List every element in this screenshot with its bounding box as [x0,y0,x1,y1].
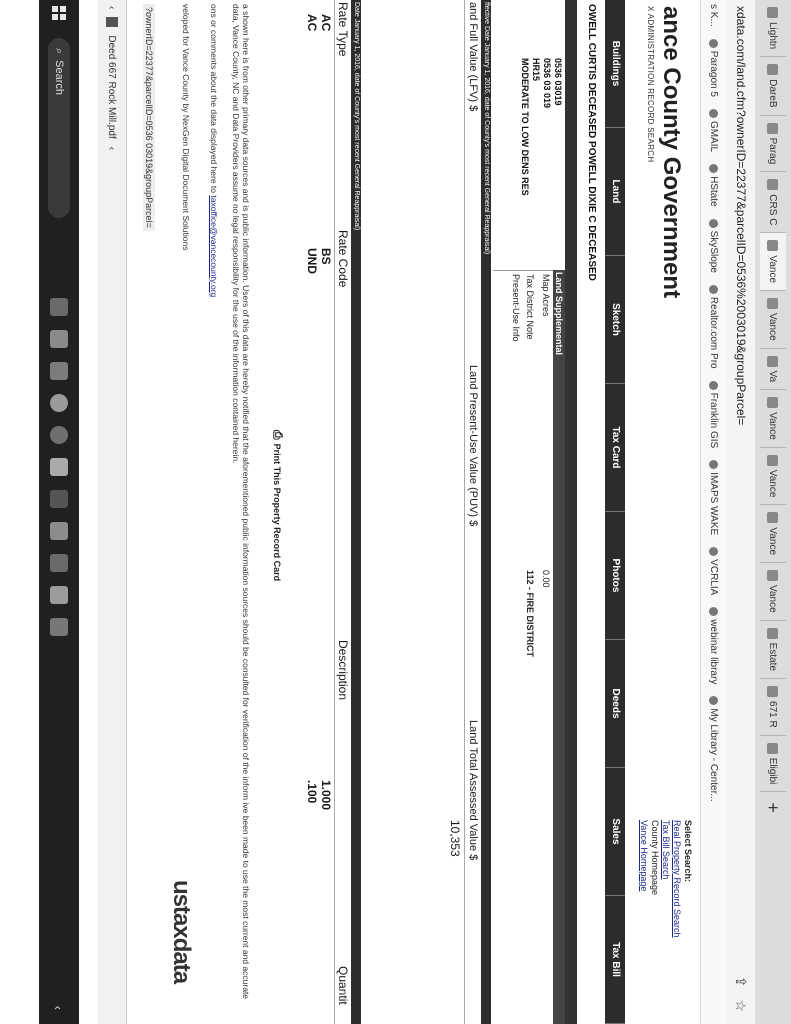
browser-tab[interactable] [760,736,786,793]
bookmarks-overflow[interactable]: s K... [708,4,720,27]
browser-tab[interactable] [760,679,786,736]
tab-favicon-icon [768,455,779,466]
print-link-label: Print This Property Record Card [272,443,283,582]
browser-tab[interactable] [760,563,786,621]
browser-tab-label: Vance [767,412,779,440]
bookmark-label: Realtor.com Pro [708,296,720,369]
browser-tab-label: Vance [767,255,779,284]
bookmark-favicon-icon [710,164,719,173]
share-icon[interactable]: ⇪ [733,975,750,988]
browser-tab-strip [754,0,791,1024]
land-supplemental-grid [493,270,553,1024]
mail-icon[interactable] [50,330,68,348]
store-icon[interactable] [50,362,68,380]
total-assessed-header: Land Total Assessed Value $ [467,720,479,861]
rate-table-header [334,0,351,1024]
developed-by-text: veloped for Vance County by NexGen Digital Document Solutions [181,4,191,251]
browser-tab[interactable] [760,172,786,233]
tab-favicon-icon [768,512,779,523]
quantity-cell: 1.000 [319,780,333,811]
tab-favicon-icon [768,240,779,251]
map-acres-label: Map Acres [541,274,551,317]
browser-tab[interactable] [760,621,786,679]
real-property-search-link[interactable]: Real Property Record Search [672,820,682,938]
edge-icon[interactable] [50,426,68,444]
quantity-cell: .100 [305,780,319,804]
browser-tab-label: CRS C [767,194,779,226]
browser-tab[interactable] [760,390,786,448]
browser-tab[interactable] [760,291,786,349]
browser-tab-label: Vance [767,469,779,498]
bookmark-label: My Library - Center... [708,708,720,802]
land-supplemental-heading: Land Supplemental [553,270,565,1024]
map-acres-value: 0.00 [541,570,551,588]
record-nav-bar [605,0,625,1024]
bookmark-favicon-icon [710,381,719,390]
parcel-id: 0536 03019 [553,58,563,106]
bookmark-item[interactable] [709,219,720,273]
bookmark-label: Franklin GIS [708,392,720,449]
teams-icon[interactable] [50,618,68,636]
browser-tab-label: Vance [767,313,779,341]
browser-tab[interactable] [760,349,786,391]
select-search-heading: Select Search: [683,820,693,883]
zoning-code: HR15 [531,58,541,82]
browser-tab-label: Lightn [767,22,779,50]
app-icon[interactable] [50,490,68,508]
outlook-icon[interactable] [50,554,68,572]
bookmark-favicon-icon [710,39,719,48]
taskbar-search-box[interactable] [48,38,70,218]
bookmark-item[interactable] [709,164,720,207]
lfv-header: and Full Value (LFV) $ [467,2,479,112]
tax-bill-search-link[interactable]: Tax Bill Search [661,820,671,880]
browser-tab[interactable] [760,57,786,115]
bookmark-item[interactable] [709,696,720,801]
parcel-number: 0536 03 019 [542,58,552,109]
tab-favicon-icon [768,356,779,367]
parcel-section-bar [565,0,577,1024]
bookmark-favicon-icon [710,607,719,616]
browser-tab-label: Vance [767,527,779,556]
disclaimer-text: a shown here is from other primary data sources and is public information. Users of this data are hereby notified that the aforementioned public information sources should be consulted for verification of the inform ive been made to use the most current and accurate data, Vance County, NC and Data Providers assume no legal responsibility for the use of the information contained herein. [231,4,251,1000]
bookmark-label: HState [708,176,720,207]
url-text[interactable]: xdata.com/land.cfm?ownerID=22377&parcelID=0536%2003019&groupParcel= [734,6,748,426]
tab-favicon-icon [768,179,779,190]
bookmark-item[interactable] [709,39,720,97]
description-header: Description [336,640,350,701]
chrome-icon[interactable] [50,394,68,412]
bookmark-favicon-icon [710,109,719,118]
browser-tab[interactable] [760,233,786,291]
bookmark-label: GMAIL [708,120,720,153]
download-file-name[interactable]: Deed 667 Rock Mill.pdf [106,35,118,139]
bookmark-label: SkySlope [708,230,720,273]
rate-code-cell: BS [319,248,333,265]
nav-tab-tax-card[interactable]: Tax Card [605,384,625,512]
browser-tab-label: Parag [767,137,779,165]
calendar-icon[interactable] [50,522,68,540]
status-bar-url: ?ownerID=22377&parcelID=0536 03019&groupParcel= [143,4,155,231]
windows-start-icon[interactable] [52,6,66,20]
printer-icon: ⎙ [271,430,285,440]
bookmark-star-icon[interactable]: ☆ [733,999,750,1012]
tab-favicon-icon [768,397,779,408]
lens-icon[interactable] [50,586,68,604]
rate-code-header: Rate Code [336,230,350,288]
browser-tab-label: 671 R [767,701,779,728]
nav-tab-sales[interactable]: Sales [605,768,625,896]
bookmarks-bar [700,0,727,1024]
site-subtitle: X ADMINISTRATION RECORD SEARCH [646,6,655,163]
zoning-description: MODERATE TO LOW DENS RES [520,58,530,196]
tab-favicon-icon [768,123,779,134]
tab-favicon-icon [768,570,779,581]
nav-tab-deeds[interactable]: Deeds [605,640,625,768]
rate-bar: Date January 1, 2016, date of County's most recent General Reappraisal) [351,0,361,1024]
bookmark-favicon-icon [710,696,719,705]
browser-tab[interactable] [760,448,786,506]
tax-district-value: 112 - FIRE DISTRICT [525,570,535,658]
land-supplemental-panel [493,270,565,1024]
tab-favicon-icon [768,64,779,75]
nav-tab-sketch[interactable]: Sketch [605,256,625,384]
bookmark-label: webinar library [708,619,720,685]
nav-tab-tax-bill[interactable]: Tax Bill [605,896,625,1024]
tab-favicon-icon [768,628,779,639]
downloads-bar [98,0,127,1024]
total-assessed-value: 10,353 [448,820,462,857]
rate-type-cell: AC [305,14,319,32]
browser-tab-label: Va [767,370,779,383]
browser-tab-label: Eligibi [767,757,779,785]
bookmark-item[interactable] [709,547,720,595]
valuation-values [445,0,465,1024]
back-chevron-icon[interactable]: ‹ [106,6,118,10]
bookmark-label: IMAPS WAKE [708,472,720,536]
tab-favicon-icon [768,298,779,309]
tab-favicon-icon [768,743,779,754]
download-menu-chevron-icon[interactable]: ‹ [106,146,118,151]
comments-line [209,4,219,297]
county-homepage-label: County Homepage [650,820,660,896]
bookmark-item[interactable] [709,381,720,449]
tax-district-label: Tax District Note [525,274,535,340]
bookmark-item[interactable] [709,109,720,152]
bookmark-favicon-icon [710,460,719,469]
browser-tab[interactable] [760,116,786,173]
ustaxdata-logo: ustaxdata [168,880,195,984]
bookmark-item[interactable] [709,460,720,535]
browser-tab-label: DareB [767,79,779,108]
bookmark-item[interactable] [709,607,720,684]
bookmark-label: VCRLIA [708,559,720,596]
nav-tab-photos[interactable]: Photos [605,512,625,640]
tab-favicon-icon [768,686,779,697]
table-row [320,0,334,1024]
tax-office-email-link[interactable]: taxoffice@vancecounty.org [209,195,219,298]
browser-tab[interactable] [760,0,786,57]
quantity-header: Quantit [336,966,350,1005]
notepad-icon[interactable] [50,458,68,476]
comments-prefix: ons or comments about the data displayed here to [209,4,219,196]
tab-favicon-icon [768,7,779,18]
address-bar[interactable] [726,0,755,1024]
site-header [631,0,695,1024]
file-explorer-icon[interactable] [50,298,68,316]
table-row [306,0,320,1024]
rate-table [306,0,351,1024]
puv-header: Land Present-Use Value (PUV) $ [467,365,479,527]
taskbar-apps [50,298,68,636]
bookmark-item[interactable] [709,285,720,369]
bookmark-favicon-icon [710,285,719,294]
browser-tab[interactable] [760,505,786,563]
windows-taskbar [39,0,79,1024]
new-tab-icon[interactable]: + [763,802,784,813]
vance-homepage-link[interactable]: Vance Homepage [639,820,649,892]
taskbar-search-label: Search [53,60,65,96]
nav-tab-buildings[interactable]: Buildings [605,0,625,128]
site-title: ance County Government [658,6,685,299]
valuation-bar: ffective Date January 1, 2016, date of County's most recent General Reappraisal) [481,0,491,1024]
select-search-box [638,820,693,938]
present-use-label: Present-Use Info [511,274,521,342]
pdf-file-icon [106,17,118,27]
system-tray-chevron-icon[interactable]: ‹ [51,1005,67,1010]
rate-type-cell: AC [319,14,333,32]
print-record-card-link[interactable] [270,430,285,581]
nav-tab-land[interactable]: Land [605,128,625,256]
bookmark-favicon-icon [710,219,719,228]
bookmark-label: Paragon 5 [708,50,720,97]
valuation-headers [464,0,481,1024]
rate-code-cell: UND [305,248,319,274]
search-icon: ⌕ [53,48,66,55]
bookmark-favicon-icon [710,547,719,556]
owner-name: OWELL CURTIS DECEASED POWELL DIXIE C DECEASED [586,4,597,281]
rate-type-header: Rate Type [336,2,350,57]
browser-tab-label: Estate [767,642,779,672]
browser-tab-label: Vance [767,585,779,613]
